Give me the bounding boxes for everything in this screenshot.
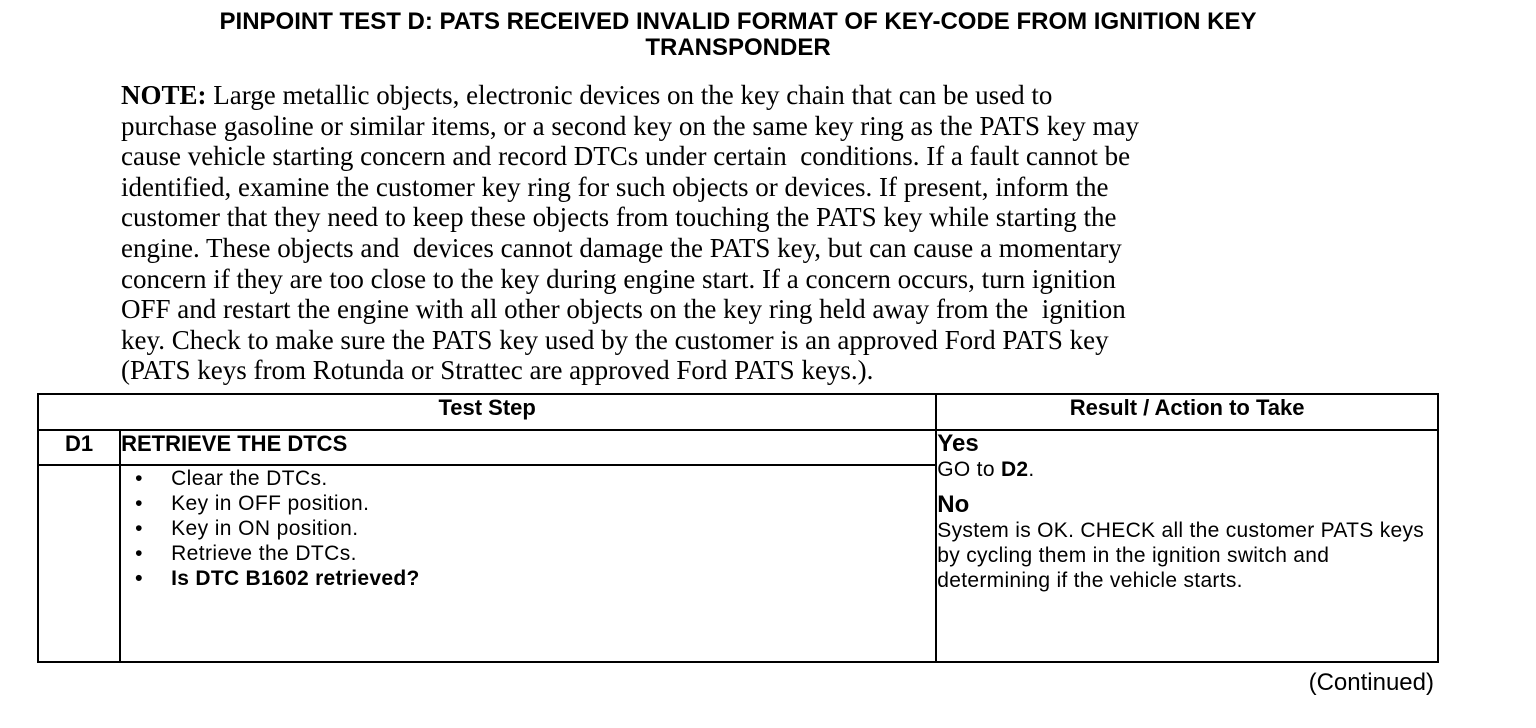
test-step-table [37,393,1439,663]
no-action: System is OK. CHECK all the customer PATS keys by cycling them in the ignition switch and determining if the vehicle starts. [937,519,1425,592]
note-label: NOTE: [121,80,207,110]
question-text: Is DTC B1602 retrieved? [171,567,420,590]
bullet-dot: • [135,567,143,590]
step-instructions-cell [120,465,936,662]
page-title [118,9,1358,61]
title-line-2: TRANSPONDER [645,34,831,61]
table-row [38,430,1438,465]
instruction-text: Key in ON position. [171,517,359,540]
note-line: concern if they are too close to the key during engine start. If a concern occurs, turn ignition [121,263,1116,294]
no-label: No [937,491,970,518]
header-test-step: Test Step [38,394,936,430]
note-line: purchase gasoline or similar items, or a second key on the same key ring as the PATS key may [121,110,1140,141]
note-line: identified, examine the customer key ring for such objects or devices. If present, inform the [121,171,1109,202]
continued-label: (Continued) [1308,669,1434,696]
list-item [121,466,935,491]
note-line: key. Check to make sure the PATS key used by the customer is an approved Ford PATS key [121,324,1109,355]
yes-action-suffix: . [1028,458,1035,481]
header-result-action: Result / Action to Take [936,394,1438,430]
list-item-question [121,566,935,591]
step-id-blank-cell [38,465,120,662]
bullet-dot: • [135,467,143,490]
result-cell [936,430,1438,662]
note-paragraph [121,80,1361,386]
bullet-dot: • [135,517,143,540]
yes-label: Yes [937,430,979,457]
table-header-row [38,394,1438,430]
note-line: customer that they need to keep these objects from touching the PATS key while starting the [121,202,1117,233]
instruction-text: Retrieve the DTCs. [171,542,357,565]
instruction-text: Clear the DTCs. [171,467,328,490]
note-line: OFF and restart the engine with all other objects on the key ring held away from the ignition [121,294,1126,325]
note-line: cause vehicle starting concern and record DTCs under certain conditions. If a fault cannot be [121,141,1131,172]
list-item [121,541,935,566]
bullet-dot: • [135,492,143,515]
note-text: Large metallic objects, electronic devices on the key chain that can be used to [206,80,1053,110]
step-id: D1 [38,430,120,465]
list-item [121,491,935,516]
yes-action [937,457,1437,482]
list-item [121,516,935,541]
instruction-text: Key in OFF position. [171,492,370,515]
step-title: RETRIEVE THE DTCS [120,430,936,465]
yes-action-prefix: GO to [937,458,1001,481]
note-line: engine. These objects and devices cannot damage the PATS key, but can cause a momentary [121,232,1122,263]
yes-action-target: D2 [1000,458,1029,481]
bullet-dot: • [135,542,143,565]
note-line: (PATS keys from Rotunda or Strattec are approved Ford PATS keys.). [121,355,874,386]
title-line-1: PINPOINT TEST D: PATS RECEIVED INVALID FORMAT OF KEY-CODE FROM IGNITION KEY [219,8,1257,35]
instruction-list [121,466,935,591]
note-line-1 [121,80,1361,111]
